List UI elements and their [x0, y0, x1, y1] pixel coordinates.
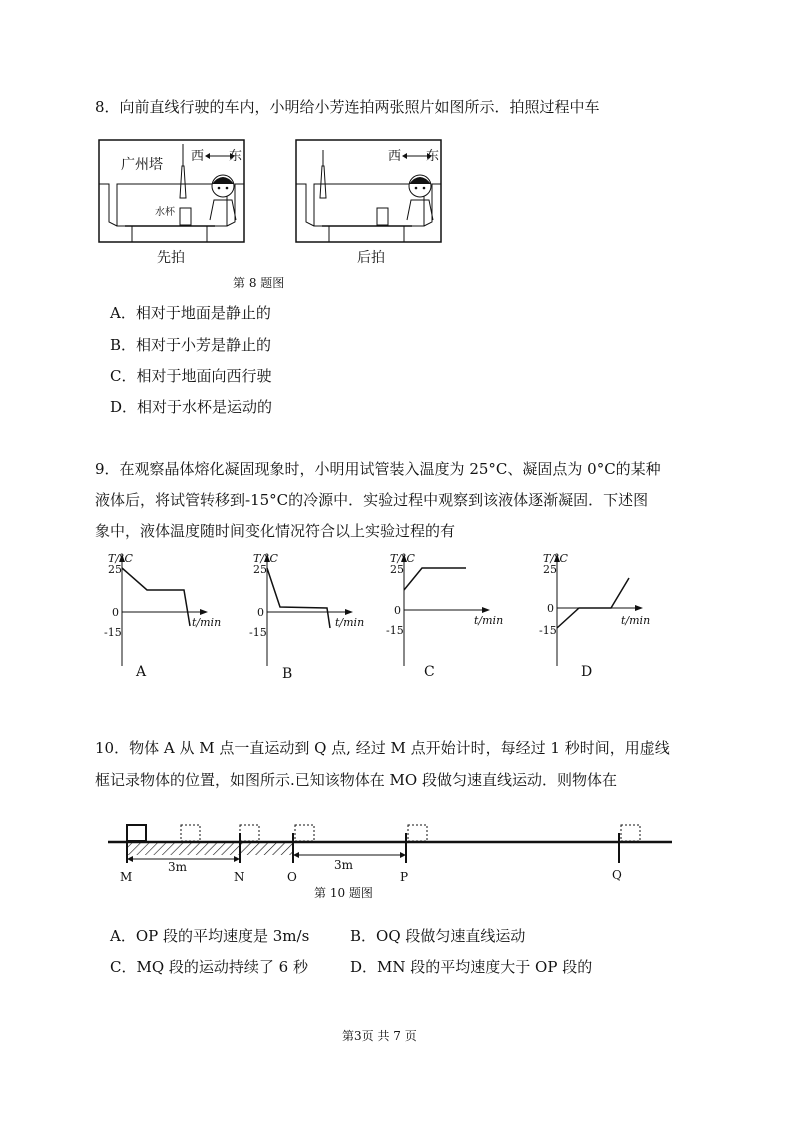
q10-option-b[interactable]: B．OQ 段做匀速直线运动 [350, 927, 526, 945]
tower-label: 广州塔 [121, 157, 163, 173]
graph-d-tick-25: 25 [543, 563, 557, 576]
graph-a-xlabel: t/min [192, 616, 222, 629]
graph-b-tick-minus15: -15 [249, 626, 267, 639]
graph-c-letter[interactable]: C [424, 664, 435, 680]
graph-d-ylabel: T/°C [543, 552, 568, 565]
west-label-2: 西 [388, 149, 402, 164]
q8-option-b[interactable]: B．相对于小芳是静止的 [110, 336, 272, 354]
q10-option-d[interactable]: D．MN 段的平均速度大于 OP 段的 [350, 958, 593, 976]
q8-option-d[interactable]: D．相对于水杯是运动的 [110, 398, 273, 416]
graph-a-tick-25: 25 [108, 563, 122, 576]
graph-c-tick-25: 25 [390, 563, 404, 576]
distance-op: 3m [334, 858, 354, 872]
q10-line-2: 框记录物体的位置，如图所示.已知该物体在 MO 段做匀速直线运动．则物体在 [95, 771, 617, 789]
graph-b-letter[interactable]: B [282, 666, 293, 682]
point-o: O [287, 870, 297, 884]
graph-d-tick-0: 0 [547, 602, 554, 615]
caption-later: 后拍 [357, 250, 385, 266]
graph-a [104, 552, 221, 680]
east-label-1: 东 [229, 149, 243, 164]
caption-first: 先拍 [157, 250, 185, 266]
point-n: N [234, 870, 245, 884]
q8-option-c[interactable]: C．相对于地面向西行驶 [110, 367, 272, 385]
graph-b-xlabel: t/min [335, 616, 365, 629]
graph-c-xlabel: t/min [474, 614, 504, 627]
photo-later [296, 140, 441, 242]
dashed-box-5 [621, 825, 640, 841]
point-q: Q [612, 868, 622, 882]
q8-figure-caption: 第 8 题图 [233, 276, 285, 290]
graph-c-ylabel: T/°C [390, 552, 415, 565]
q8-figure [95, 136, 455, 266]
graph-b-tick-0: 0 [257, 606, 264, 619]
q8-stem: 8．向前直线行驶的车内，小明给小芳连拍两张照片如图所示．拍照过程中车 [95, 98, 600, 116]
q10-option-a[interactable]: A．OP 段的平均速度是 3m/s [110, 927, 310, 945]
graph-d [539, 552, 650, 680]
hatched-region [126, 843, 292, 855]
graph-a-ylabel: T/°C [108, 552, 133, 565]
point-p: P [400, 870, 409, 884]
east-label-2: 东 [426, 149, 440, 164]
graph-b [249, 552, 364, 682]
dashed-box-2 [240, 825, 259, 841]
graph-d-tick-minus15: -15 [539, 624, 557, 637]
photo-first [99, 140, 244, 242]
q10-figure [100, 815, 680, 905]
graph-b-tick-25: 25 [253, 563, 267, 576]
graph-d-letter[interactable]: D [581, 664, 593, 680]
object-a-box [127, 825, 146, 841]
q9-line-3: 象中，液体温度随时间变化情况符合以上实验过程的有 [95, 522, 456, 540]
point-m: M [120, 870, 133, 884]
west-label-1: 西 [191, 149, 205, 164]
dashed-box-3 [295, 825, 314, 841]
graph-a-tick-minus15: -15 [104, 626, 122, 639]
q10-option-c[interactable]: C．MQ 段的运动持续了 6 秒 [110, 958, 308, 976]
q9-line-2: 液体后，将试管转移到-15°C的冷源中．实验过程中观察到该液体逐渐凝固．下述图 [95, 491, 649, 509]
graph-a-tick-0: 0 [112, 606, 119, 619]
q10-line-1: 10．物体 A 从 M 点一直运动到 Q 点, 经过 M 点开始计时，每经过 1 秒时间，用虚线 [95, 739, 670, 757]
graph-c-tick-minus15: -15 [386, 624, 404, 637]
page-footer: 第3页 共 7 页 [342, 1029, 417, 1043]
q9-line-1: 9．在观察晶体熔化凝固现象时，小明用试管装入温度为 25°C、凝固点为 0°C的某种 [95, 460, 661, 478]
dashed-box-1 [181, 825, 200, 841]
q8-option-a[interactable]: A．相对于地面是静止的 [110, 304, 271, 322]
graph-b-ylabel: T/°C [253, 552, 278, 565]
q9-graphs [100, 548, 680, 684]
q10-figure-caption: 第 10 题图 [314, 886, 373, 900]
distance-mn: 3m [168, 860, 188, 874]
graph-d-xlabel: t/min [621, 614, 651, 627]
graph-a-letter[interactable]: A [136, 664, 147, 680]
cup-label: 水杯 [155, 207, 175, 218]
dashed-box-4 [408, 825, 427, 841]
graph-c [386, 552, 503, 680]
graph-c-tick-0: 0 [394, 604, 401, 617]
